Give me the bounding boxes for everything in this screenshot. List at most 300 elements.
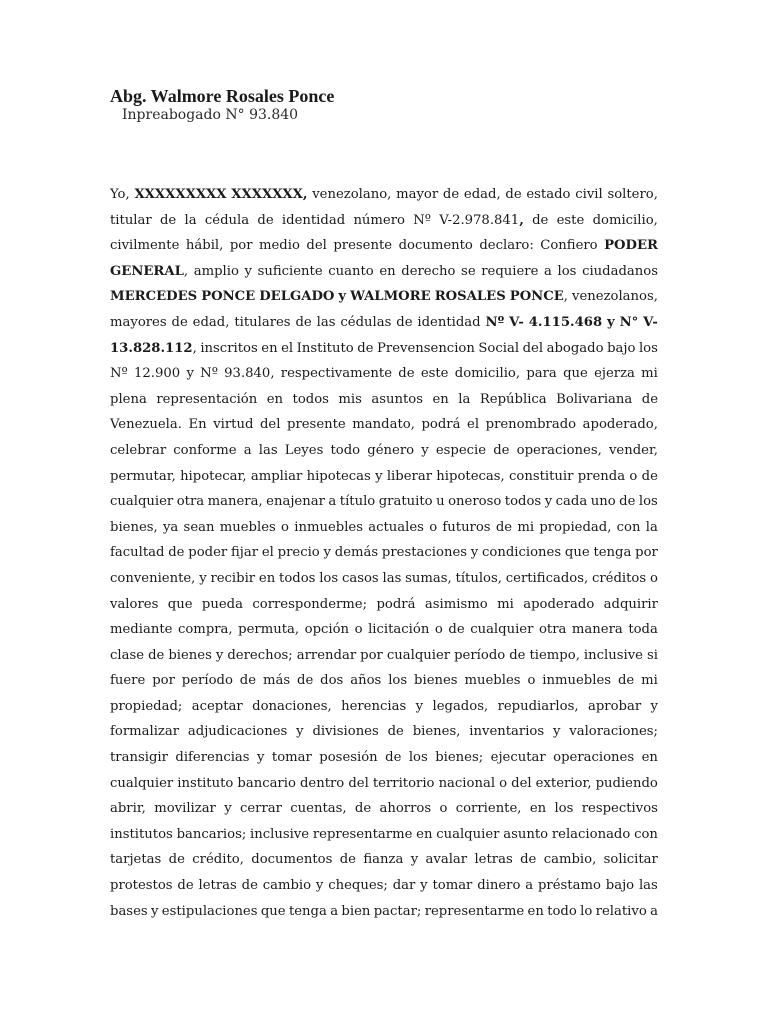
word: y (470, 545, 479, 561)
word: ampliar (250, 468, 303, 484)
word: transigir (110, 750, 168, 766)
word: gratuito (378, 494, 433, 510)
word: recibir (210, 570, 256, 586)
word: solicitar (603, 852, 658, 868)
word: este (556, 212, 585, 228)
word: dentro (299, 775, 345, 791)
word: poder (188, 545, 228, 561)
word: PONCE (201, 289, 256, 305)
bar-registration: Inpreabogado N° 93.840 (122, 107, 299, 123)
word: abogado (546, 340, 604, 356)
word: letras (198, 878, 237, 894)
word: hipotecas, (436, 468, 505, 484)
word: divisiones (312, 724, 379, 740)
word: DELGADO (259, 289, 335, 305)
word: prenombrado (485, 417, 577, 433)
word: ahorros (379, 801, 432, 817)
word: cualquier (110, 494, 174, 510)
word: cambio (262, 878, 312, 894)
word: de (396, 314, 413, 330)
word: MERCEDES (110, 289, 198, 305)
word: venezolano, (312, 187, 392, 202)
word: y (186, 366, 194, 382)
word: inmuebles (542, 673, 612, 689)
word: de (505, 187, 522, 202)
word: abrir, (110, 801, 146, 817)
word: ejecutar (490, 750, 546, 766)
word: Confiero (540, 238, 598, 254)
word: , (183, 263, 189, 279)
word: domicilio, (592, 212, 658, 228)
word: de (257, 212, 274, 228)
word: todos (292, 391, 329, 407)
word: arrendar (296, 647, 357, 663)
word: inscritos (200, 340, 258, 356)
word: bajo (607, 340, 636, 356)
word: bienes, (412, 724, 461, 740)
word: facultad (110, 545, 165, 561)
word: mis (338, 391, 362, 407)
word: Nº (110, 366, 128, 382)
word: En (188, 417, 207, 433)
word: ejerza (594, 366, 635, 382)
word: Instituto (296, 340, 354, 356)
word: actuales (368, 519, 424, 535)
word: crédito, (192, 852, 244, 868)
word: bienes (168, 647, 212, 663)
word: mayor (396, 187, 439, 202)
word: PODER (604, 238, 658, 254)
word: valores (110, 596, 159, 612)
word: sean (183, 519, 215, 535)
word: por (635, 545, 658, 561)
word: si (646, 647, 658, 663)
word: asunto (503, 826, 549, 842)
word: se (461, 263, 476, 279)
word: todo (547, 903, 577, 919)
word: Prevensencion (377, 340, 475, 356)
word: V- (509, 314, 524, 330)
word: manera (571, 622, 623, 638)
word: bienes; (435, 750, 484, 766)
word: y (375, 468, 383, 484)
word: celebrar (110, 442, 167, 458)
word: propiedad, (539, 519, 612, 535)
word: 4.115.468 (528, 314, 603, 330)
word: o (434, 622, 443, 638)
word: propiedad; (110, 698, 183, 714)
word: título (339, 494, 376, 510)
word: a (544, 263, 552, 279)
paragraph-line (110, 643, 658, 669)
word: más (262, 673, 291, 689)
word: Venezuela. (110, 417, 182, 433)
word: uno (590, 494, 616, 510)
word: o (629, 468, 638, 484)
word: en (529, 801, 547, 817)
word: de (241, 878, 258, 894)
word: constituir (509, 468, 574, 484)
word: en (379, 263, 396, 279)
word: y (215, 647, 224, 663)
word: formalizar (110, 724, 180, 740)
word: de (354, 801, 372, 817)
word: de (357, 340, 374, 356)
word: de (532, 212, 549, 228)
word: cualquier (436, 826, 500, 842)
word: en (416, 826, 433, 842)
word: oneroso (448, 494, 502, 510)
word: el (261, 545, 274, 561)
word: los (638, 494, 658, 510)
word: muebles (219, 519, 276, 535)
word: y (420, 878, 428, 894)
word: en (641, 750, 658, 766)
word: cuentas, (290, 801, 347, 817)
word: del (522, 340, 544, 356)
paragraph-line (110, 489, 658, 515)
word: de (385, 750, 402, 766)
word: aceptar (191, 698, 243, 714)
word: adquirir (603, 596, 658, 612)
word: podrá (421, 417, 461, 433)
word: inclusive (583, 647, 643, 663)
paragraph-line (110, 515, 658, 541)
word: XXXXXXXXX (134, 187, 227, 202)
word: documento (398, 238, 473, 254)
word: conforme (173, 442, 237, 458)
word: bienes, (110, 519, 158, 535)
word-group (110, 259, 188, 285)
word: podrá (376, 596, 416, 612)
word: instituto (177, 775, 234, 791)
word: las (638, 878, 658, 894)
word: toda (628, 622, 658, 638)
word: inclusive (250, 826, 310, 842)
word: bien (341, 903, 371, 919)
word: y (224, 801, 232, 817)
word: créditos (591, 570, 647, 586)
word: y (607, 314, 615, 330)
word: prestaciones (381, 545, 468, 561)
paragraph-line (110, 822, 658, 848)
word: en (266, 391, 284, 407)
word: de (297, 673, 314, 689)
word: , (519, 212, 524, 228)
word: de (495, 519, 513, 535)
word: de (448, 622, 465, 638)
word: tomar (271, 750, 312, 766)
word: por (152, 673, 175, 689)
word: valoraciones; (569, 724, 658, 740)
word: que (260, 903, 286, 919)
word: o (649, 570, 658, 586)
word: 93.840, (224, 366, 275, 382)
word: pueda (201, 596, 243, 612)
word: virtud (213, 417, 254, 433)
word: dos (320, 673, 344, 689)
word: Nº (413, 212, 432, 228)
word: vender, (608, 442, 658, 458)
word: Yo, (110, 187, 130, 202)
paragraph-line (110, 899, 658, 925)
word: las (316, 314, 336, 330)
document-body (110, 182, 658, 924)
word: hipotecas (306, 468, 371, 484)
word: el (467, 417, 480, 433)
word: de (168, 545, 185, 561)
word: los (408, 750, 428, 766)
word: exterior, (535, 775, 592, 791)
paragraph-line (110, 719, 658, 745)
word: compra, (177, 622, 233, 638)
word: a (243, 442, 252, 458)
word: adjudicaciones (187, 724, 288, 740)
word: o (429, 519, 438, 535)
word: tomar (432, 878, 473, 894)
paragraph-line (110, 336, 658, 362)
word: de (641, 391, 658, 407)
word: de (159, 212, 177, 228)
word: , (563, 289, 568, 305)
word: con (616, 519, 641, 535)
word: donaciones, (252, 698, 332, 714)
word: el (281, 340, 294, 356)
word: bancarios; (176, 826, 247, 842)
paragraph-line (110, 182, 658, 208)
word: bajo (605, 878, 635, 894)
word: en (527, 903, 544, 919)
word: inmuebles (294, 519, 363, 535)
word: cuanto (328, 263, 374, 279)
word: dar (392, 878, 416, 894)
word: número (353, 212, 405, 228)
word: del (259, 417, 281, 433)
word: del (511, 775, 532, 791)
word: la (458, 391, 471, 407)
word: manera, (207, 494, 263, 510)
paragraph-line (110, 361, 658, 387)
word: , (192, 340, 197, 356)
word: y (151, 903, 159, 919)
word-group (110, 336, 197, 362)
word: del (348, 775, 369, 791)
word-group (439, 208, 523, 234)
word: medio (258, 238, 300, 254)
word: licitación (368, 622, 430, 638)
word: en (432, 391, 449, 407)
word: clase (110, 647, 145, 663)
word: Bolivariana (556, 391, 633, 407)
word: demás (334, 545, 379, 561)
word: PONCE (509, 289, 564, 305)
word: tenga (593, 545, 632, 561)
word: la (645, 519, 658, 535)
word: plena (110, 391, 147, 407)
word: de (339, 852, 356, 868)
word: los (638, 340, 658, 356)
word: a (650, 903, 658, 919)
word: en (258, 570, 276, 586)
word: civil (575, 187, 603, 202)
word: 13.828.112 (110, 340, 193, 356)
word: y (650, 698, 658, 714)
word: documentos (251, 852, 333, 868)
word: permuta, (238, 622, 300, 638)
paragraph-line (110, 873, 658, 899)
word: mi (497, 596, 514, 612)
word: cada (555, 494, 588, 510)
paragraph-line (110, 540, 658, 566)
word: de (148, 647, 165, 663)
word: nacional (438, 775, 496, 791)
word: de (641, 468, 658, 484)
paragraph-line (110, 438, 658, 464)
word: de (387, 724, 404, 740)
word: o (281, 519, 289, 535)
word: N° (619, 314, 639, 330)
word: dinero (477, 878, 521, 894)
word: territorio (372, 775, 435, 791)
word: apoderado (523, 596, 595, 612)
word: de (509, 647, 526, 663)
word: posesión (319, 750, 378, 766)
word: que (563, 366, 588, 382)
word: diferencias (175, 750, 250, 766)
word: futuros (442, 519, 491, 535)
word: o (499, 775, 508, 791)
word: bancario (237, 775, 296, 791)
word: protestos (110, 878, 173, 894)
word: a (328, 494, 337, 510)
word: requiere (481, 263, 539, 279)
word: y (244, 263, 252, 279)
word: años (350, 673, 382, 689)
word: representarme (424, 903, 525, 919)
word: estipulaciones (161, 903, 258, 919)
word: inventarios (469, 724, 545, 740)
word: suficiente (257, 263, 323, 279)
paragraph-line (110, 847, 658, 873)
word: de (171, 314, 188, 330)
word: este (420, 366, 449, 382)
paragraph-line (110, 592, 658, 618)
word: edad, (463, 187, 501, 202)
word: XXXXXXX, (231, 187, 308, 202)
word: República (479, 391, 547, 407)
paragraph-line (110, 284, 658, 310)
word: los (554, 801, 574, 817)
word: cerrar (239, 801, 282, 817)
word: género (367, 442, 415, 458)
paragraph-line (110, 566, 658, 592)
word: que (167, 596, 193, 612)
word: Social (478, 340, 520, 356)
word: cualquier (386, 647, 451, 663)
word: opción (304, 622, 350, 638)
word: cédula (204, 212, 250, 228)
word: Nº (485, 314, 505, 330)
word: mayores (110, 314, 167, 330)
word: de (398, 366, 415, 382)
word: aprobar (587, 698, 642, 714)
word: amplio (193, 263, 239, 279)
word: repudiarlos, (497, 698, 579, 714)
word: por (229, 238, 253, 254)
word: período (181, 673, 233, 689)
word: V-2.978.841 (439, 212, 520, 228)
paragraph-line (110, 796, 658, 822)
word: los (388, 673, 408, 689)
word: Leyes (284, 442, 324, 458)
word: liberar (386, 468, 432, 484)
word: que (564, 545, 590, 561)
word: civilmente (110, 238, 180, 254)
word: período (454, 647, 506, 663)
paragraph-line (110, 233, 658, 259)
word: Nº (200, 366, 218, 382)
word: permutar, (110, 468, 176, 484)
word: o (439, 801, 448, 817)
word: fijar (230, 545, 259, 561)
paragraph-line (110, 387, 658, 413)
word: enajenar (266, 494, 325, 510)
word: y (415, 698, 424, 714)
word: tiempo, (529, 647, 580, 663)
word: especie (435, 442, 487, 458)
word: fuere (110, 673, 146, 689)
word: herencias (341, 698, 407, 714)
lawyer-name: Abg. Walmore Rosales Ponce (110, 86, 335, 106)
paragraph-line (110, 310, 658, 336)
word: u (436, 494, 445, 510)
word: titular (110, 212, 152, 228)
word: mi (517, 519, 535, 535)
word: y (552, 724, 561, 740)
word: a (525, 878, 534, 894)
word: pudiendo (595, 775, 658, 791)
word: asimismo (424, 596, 488, 612)
word: o (354, 622, 363, 638)
word-group (510, 284, 568, 310)
paragraph-line (110, 208, 658, 234)
word: corriente, (455, 801, 522, 817)
word: identidad (281, 212, 346, 228)
word: casos (341, 570, 379, 586)
word: cualquier (470, 622, 534, 638)
paragraph-line (110, 617, 658, 643)
word: tenga (288, 903, 327, 919)
word: de (442, 187, 460, 202)
word: cambio, (543, 852, 597, 868)
word: representarme (312, 826, 413, 842)
word: y (410, 852, 419, 868)
word: bases (110, 903, 148, 919)
word: y (544, 494, 553, 510)
word: la (184, 212, 197, 228)
word: y (338, 289, 347, 305)
word: y (257, 750, 265, 766)
word: domicilio, (454, 366, 521, 382)
word: con (634, 826, 658, 842)
word: derecho (401, 263, 456, 279)
paragraph-line (110, 668, 658, 694)
word: títulos, (455, 570, 502, 586)
word: o (527, 673, 536, 689)
word: para (526, 366, 557, 382)
word: edad, (192, 314, 230, 330)
word: las (382, 570, 402, 586)
